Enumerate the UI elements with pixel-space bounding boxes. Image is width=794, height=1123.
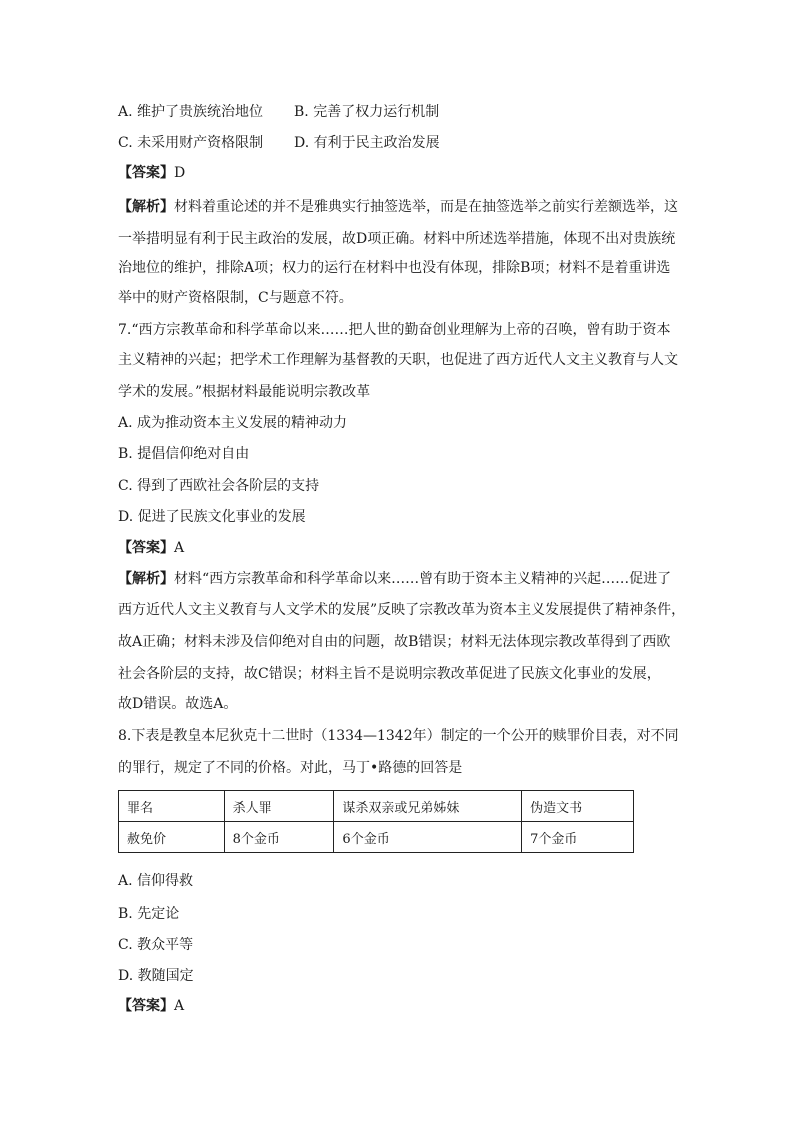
q8-option-d: D. 教随国定 bbox=[118, 968, 194, 984]
q7-analysis-line-1 bbox=[118, 569, 688, 589]
q7-analysis-line-5: 故D错误。故选A。 bbox=[118, 696, 238, 712]
q8-option-c: C. 教众平等 bbox=[118, 937, 194, 953]
q6-options-row-2 bbox=[118, 133, 688, 153]
table-cell: 6个金币 bbox=[334, 822, 522, 853]
q7-analysis-line-4: 社会各阶层的支持，故C错误；材料主旨不是说明宗教改革促进了民族文化事业的发展， bbox=[118, 666, 661, 682]
q7-answer bbox=[118, 538, 688, 558]
q6-option-d: D. 有利于民主政治发展 bbox=[294, 135, 440, 151]
q7-analysis-label: 【解析】 bbox=[118, 571, 174, 587]
q6-answer-label: 【答案】 bbox=[118, 165, 174, 181]
table-cell: 7个金币 bbox=[522, 822, 634, 853]
q7-stem-line-2: 主义精神的兴起；把学术工作理解为基督教的天职，也促进了西方近代人文主义教育与人文 bbox=[118, 352, 678, 368]
q7-option-b: B. 提倡信仰绝对自由 bbox=[118, 446, 250, 462]
table-cell: 8个金币 bbox=[224, 822, 334, 853]
table-cell: 罪名 bbox=[119, 791, 225, 822]
q7-answer-value: A bbox=[174, 540, 185, 556]
q8-stem-line-2: 的罪行，规定了不同的价格。对此，马丁•路德的回答是 bbox=[118, 760, 463, 776]
q6-option-b: B. 完善了权力运行机制 bbox=[294, 104, 440, 120]
table-cell: 赦免价 bbox=[119, 822, 225, 853]
q7-option-a: A. 成为推动资本主义发展的精神动力 bbox=[118, 415, 348, 431]
q7-option-d: D. 促进了民族文化事业的发展 bbox=[118, 509, 306, 525]
q6-analysis-line-4: 举中的财产资格限制，C与题意不符。 bbox=[118, 290, 353, 306]
q8-option-b: B. 先定论 bbox=[118, 906, 180, 922]
q6-answer bbox=[118, 163, 688, 183]
indulgence-price-table bbox=[118, 790, 634, 853]
table-header-row bbox=[119, 791, 634, 822]
q6-answer-value: D bbox=[174, 165, 186, 181]
q6-analysis-line-3: 治地位的维护，排除A项；权力的运行在材料中也没有体现，排除B项；材料不是着重讲选 bbox=[118, 260, 671, 276]
q7-stem-line-3: 学术的发展。”根据材料最能说明宗教改革 bbox=[118, 384, 371, 400]
table-cell: 伪造文书 bbox=[522, 791, 634, 822]
q8-option-a: A. 信仰得救 bbox=[118, 873, 194, 889]
q8-stem-line-1: 8.下表是教皇本尼狄克十二世时（1334—1342年）制定的一个公开的赎罪价目表，对不同 bbox=[118, 728, 679, 744]
q8-answer bbox=[118, 996, 688, 1016]
q7-option-c: C. 得到了西欧社会各阶层的支持 bbox=[118, 478, 320, 494]
q7-stem-line-1: 7.“西方宗教革命和科学革命以来……把人世的勤奋创业理解为上帝的召唤，曾有助于资本 bbox=[118, 322, 671, 338]
q6-analysis-label: 【解析】 bbox=[118, 199, 174, 215]
q6-options-row-1 bbox=[118, 102, 688, 122]
q6-option-a: A. 维护了贵族统治地位 bbox=[118, 104, 264, 120]
table-row bbox=[119, 822, 634, 853]
q8-answer-label: 【答案】 bbox=[118, 998, 174, 1014]
table-cell: 杀人罪 bbox=[224, 791, 334, 822]
q6-option-c: C. 未采用财产资格限制 bbox=[118, 135, 264, 151]
table-cell: 谋杀双亲或兄弟姊妹 bbox=[334, 791, 522, 822]
q6-analysis-line-2: 一举措明显有利于民主政治的发展，故D项正确。材料中所述选举措施，体现不出对贵族统 bbox=[118, 231, 676, 247]
q7-analysis-line-3: 故A正确；材料未涉及信仰绝对自由的问题，故B错误；材料无法体现宗教改革得到了西欧 bbox=[118, 634, 671, 650]
q8-answer-value: A bbox=[174, 998, 185, 1014]
q7-analysis-line-2: 西方近代人文主义教育与人文学术的发展”反映了宗教改革为资本主义发展提供了精神条件， bbox=[118, 602, 686, 618]
q6-analysis-text: 材料着重论述的并不是雅典实行抽签选举，而是在抽签选举之前实行差额选举，这 bbox=[174, 199, 678, 215]
q7-analysis-text: 材料“西方宗教革命和科学革命以来……曾有助于资本主义精神的兴起……促进了 bbox=[174, 571, 672, 587]
q6-analysis-line-1 bbox=[118, 197, 688, 217]
q7-answer-label: 【答案】 bbox=[118, 540, 174, 556]
